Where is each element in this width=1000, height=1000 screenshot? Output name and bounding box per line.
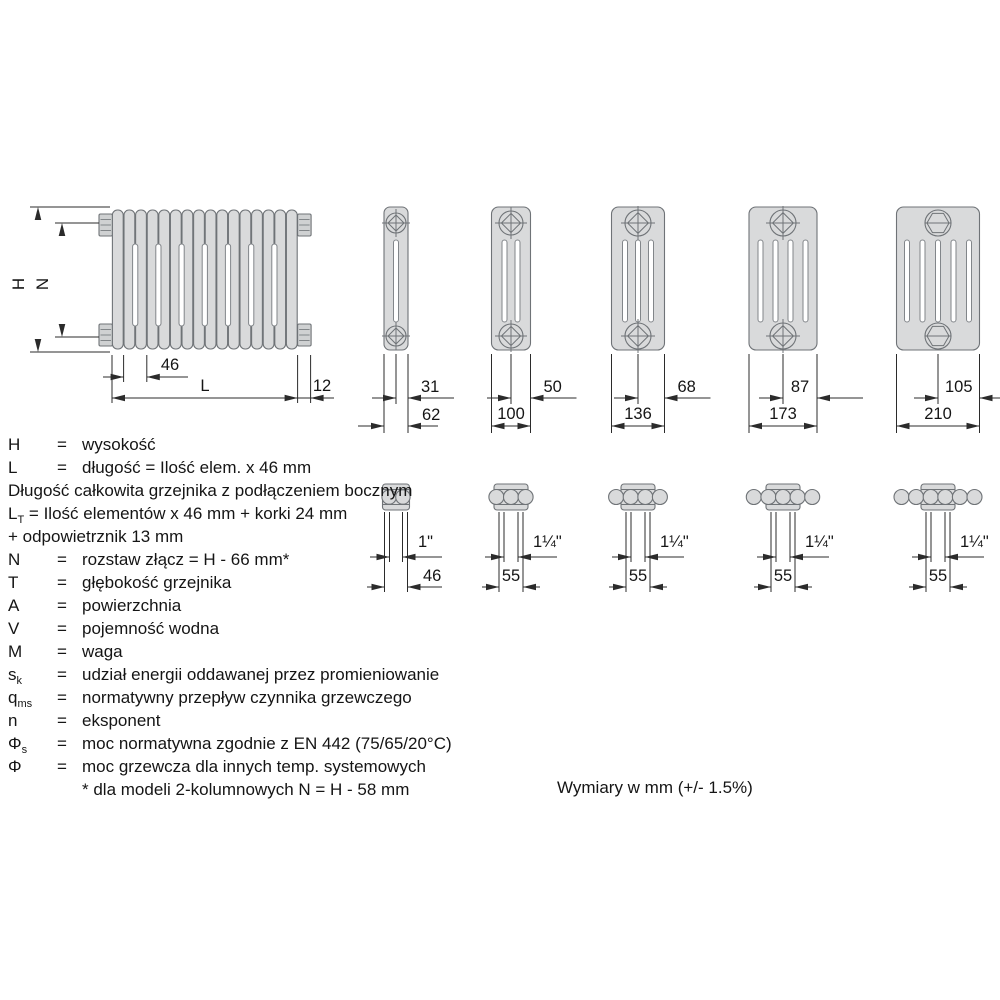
legend-row [8, 640, 452, 663]
legend-symbol: $s_k$ [8, 665, 22, 687]
dimension-label: 55 [628, 567, 648, 585]
dimension-label: N [33, 277, 52, 291]
legend-equals: = [57, 642, 67, 661]
legend-row [8, 571, 452, 594]
legend-row [8, 663, 452, 686]
legend-equals: = [57, 458, 67, 477]
dimension-label: 50 [543, 378, 562, 396]
legend-equals: = [57, 573, 67, 592]
legend-row [8, 732, 452, 755]
section-view-5-column [749, 206, 863, 433]
bottom-view-6-pipe [894, 484, 989, 592]
bottom-view-4-pipe [609, 484, 689, 592]
dimension-label: 62 [422, 406, 441, 424]
legend-row [8, 502, 452, 525]
legend-row [8, 433, 452, 456]
legend-text: normatywny przepływ czynnika grzewczego [82, 688, 412, 707]
dimension-label: 105 [944, 378, 973, 396]
legend-text: moc grzewcza dla innych temp. systemowych [82, 757, 426, 776]
section-view-3-column [487, 207, 577, 433]
legend-row [8, 594, 452, 617]
legend-row [8, 755, 452, 778]
legend-text: udział energii oddawanej przez promieniowanie [82, 665, 440, 684]
front-view [9, 207, 334, 403]
legend [8, 433, 452, 801]
legend-row [8, 778, 452, 801]
legend-symbol: T [8, 573, 19, 592]
legend-symbol: M [8, 642, 23, 661]
dimension-label: 31 [421, 378, 440, 396]
legend-text: * dla modeli 2-kolumnowych N = H - 58 mm [82, 780, 410, 799]
legend-text: powierzchnia [82, 596, 182, 615]
legend-row [8, 456, 452, 479]
legend-text: rozstaw złącz = H - 66 mm* [82, 550, 290, 569]
legend-equals: = [57, 711, 67, 730]
legend-symbol: V [8, 619, 20, 638]
section-view-4-column [612, 206, 711, 433]
legend-row [8, 709, 452, 732]
dimension-label: 1¼" [805, 533, 834, 551]
legend-symbol: $q_{ms}$ [8, 688, 33, 710]
legend-text: wysokość [82, 435, 156, 454]
legend-row [8, 525, 452, 548]
dimensions-note: Wymiary w mm (+/- 1.5%) [557, 778, 753, 797]
legend-equals: = [57, 596, 67, 615]
legend-text: eksponent [82, 711, 161, 730]
dimension-label: 1" [418, 533, 434, 551]
bottom-view-5-pipe [746, 484, 834, 592]
legend-text: + odpowietrznik 13 mm [8, 527, 184, 546]
dimension-label: 210 [924, 405, 952, 423]
dimension-label: 1¼" [533, 533, 562, 551]
section-view-6-column [897, 207, 1000, 433]
dimension-label: 1¼" [660, 533, 689, 551]
legend-text: pojemność wodna [82, 619, 220, 638]
legend-equals: = [57, 550, 67, 569]
legend-equals: = [57, 435, 67, 454]
legend-symbol: A [8, 596, 20, 615]
legend-equals: = [57, 665, 67, 684]
legend-symbol: n [8, 711, 18, 730]
legend-text: = Ilość elementów x 46 mm + korki 24 mm [24, 504, 348, 523]
legend-symbol: L [8, 458, 18, 477]
legend-symbol: H [8, 435, 21, 454]
dimension-label: H [9, 277, 28, 291]
legend-row [8, 686, 452, 709]
dimension-label: 55 [773, 567, 793, 585]
legend-equals: = [57, 757, 67, 776]
dimension-label: 136 [624, 405, 652, 423]
legend-symbol: N [8, 550, 21, 569]
dimension-label: 173 [769, 405, 797, 423]
legend-symbol: $L_T$ [8, 504, 25, 526]
dimension-label: 12 [312, 377, 332, 395]
legend-equals: = [57, 688, 67, 707]
section-view-2-column [358, 207, 454, 433]
legend-row [8, 617, 452, 640]
dimension-label: 68 [677, 378, 696, 396]
legend-text: Długość całkowita grzejnika z podłączeniem bocznym [8, 481, 413, 500]
legend-text: długość = Ilość elem. x 46 mm [82, 458, 312, 477]
dimension-label: 100 [497, 405, 525, 423]
legend-text: głębokość grzejnika [82, 573, 232, 592]
dimension-label: 87 [790, 378, 810, 396]
legend-equals: = [57, 734, 67, 753]
dimension-label: 46 [423, 567, 442, 585]
bottom-view-3-pipe [482, 484, 562, 592]
legend-row [8, 479, 452, 502]
legend-text: moc normatywna zgodnie z EN 442 (75/65/20°C) [82, 734, 452, 753]
dimension-label: 46 [160, 356, 180, 374]
dimension-label: 55 [928, 567, 948, 585]
legend-row [8, 548, 452, 571]
legend-equals: = [57, 619, 67, 638]
dimension-label: L [200, 377, 210, 395]
legend-text: waga [82, 642, 123, 661]
dimension-label: 55 [501, 567, 521, 585]
dimension-label: 1¼" [960, 533, 989, 551]
legend-symbol: Φ [8, 757, 22, 776]
legend-symbol: $\Phi_s$ [8, 734, 28, 756]
